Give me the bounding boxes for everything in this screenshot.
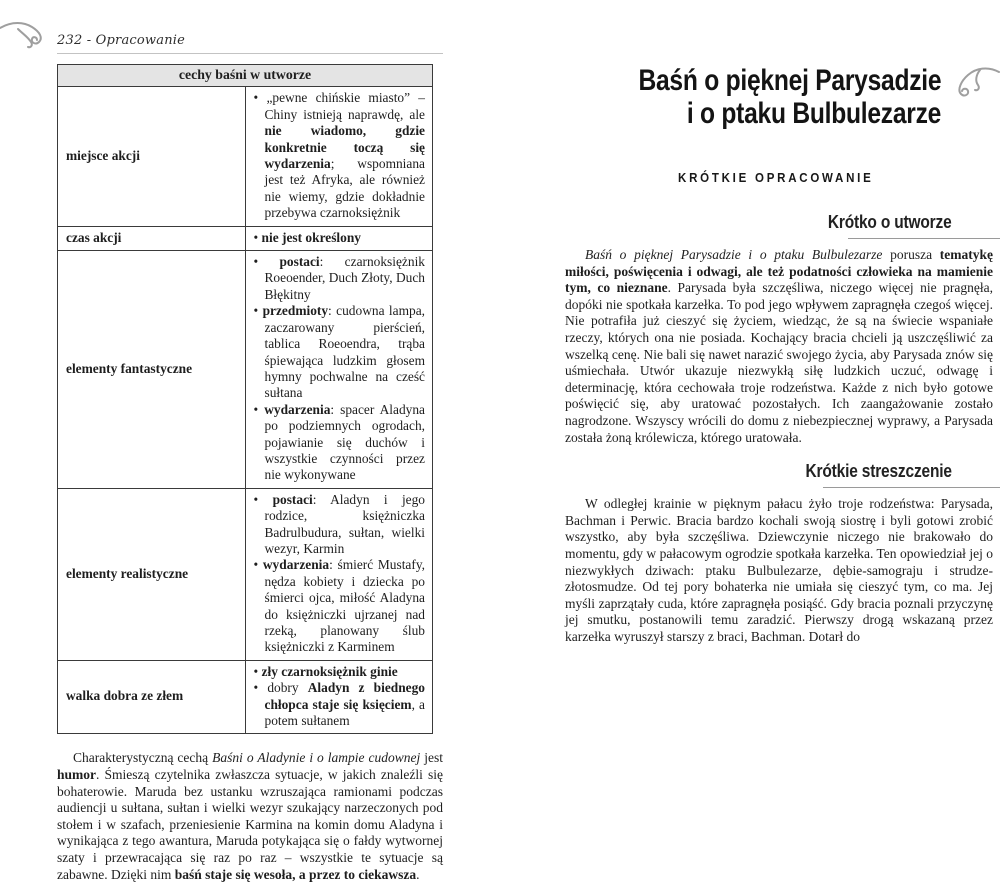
row-label: elementy fantastyczne — [58, 251, 246, 489]
row-label: czas akcji — [58, 226, 246, 250]
row-label: miejsce akcji — [58, 87, 246, 226]
row-value — [245, 660, 433, 734]
feature-item: • „pewne chińskie miasto” – Chiny istnieją naprawdę, ale nie wiadomo, gdzie konkretnie toczą się wydarzenia; wspomniana jest też Afryka, ale również nie wiemy, gdzie dokładnie przebywa czarnoksiężnik — [254, 90, 426, 221]
row-value — [245, 226, 433, 250]
row-label: walka dobra ze złem — [58, 660, 246, 734]
commentary-paragraph: Charakterystyczną cechą Baśni o Aladynie i o lampie cudownej jest humor. Śmieszą czytelnika zwłaszcza sytuacje, w jakich znaleźli się bohaterowie. Maruda bez ustanku wzruszająca ramionami podczas audiencji u sułtana, sułtan i wielki wezyr szukający narzeczonych pod stołem i w szafach, przeniesienie Karmina na komin domu Aladyna i wynikająca z tego awantura, Maruda potykająca się o fałdy wytwornej szaty i przewracająca się raz po raz – wszystkie te sytuacje są zabawne. Dzięki nim baśń staje się wesoła, a przez to ciekawsza. — [57, 750, 443, 882]
section-heading-rule — [848, 238, 1000, 239]
features-table — [57, 64, 433, 734]
feature-item: • przedmioty: cudowna lampa, zaczarowany pierścień, tablica Roeoendra, trąba śpiewająca ludzkim głosem hymny pochwalne na cześć sułtana — [254, 303, 426, 401]
feature-item: • wydarzenia: spacer Aladyna po podziemnych ogrodach, pojawianie się duchów i wszystkie czynności przez nie wykonywane — [254, 402, 426, 484]
feature-item: • wydarzenia: śmierć Mustafy, nędza kobiety i dziecka po śmierci ojca, miłość Aladyna do księżniczki ujrzanej nad rzeką, planowany ślub księżniczki z Karminem — [254, 557, 426, 655]
chapter-title — [565, 64, 941, 130]
section-heading-krotko-o-utworze: Krótko o utworze — [565, 212, 993, 239]
page-left — [57, 0, 443, 883]
table-row — [58, 226, 433, 250]
running-head: 232 - Opracowanie — [57, 33, 186, 48]
table-row — [58, 660, 433, 734]
row-value — [245, 87, 433, 226]
feature-item: • dobry Aladyn z biednego chłopca staje się księciem, a potem sułtanem — [254, 680, 426, 729]
chapter-title-line1: Baśń o pięknej Parysadzie — [638, 64, 941, 97]
row-label: elementy realistyczne — [58, 488, 246, 660]
table-header-row — [58, 65, 433, 87]
kicker-heading: KRÓTKIE OPRACOWANIE — [678, 171, 874, 185]
section-paragraph: W odległej krainie w pięknym pałacu żyło troje rodzeństwa: Parysada, Bachman i Perwic. Bracia bardzo kochali swoją siostrę i byli gotowi zrobić wszystko, aby była szczęśliwa. Dziewczynie niczego nie brakowało do momentu, gdy w pałacowym ogrodzie spotkała karzełka. Ten opowiedział jej o niezwykłych dziwach: ptaku Bulbulezarze, dębie-samograju i strudze-złotosmudze. Od tej pory bohaterka nie umiała się cieszyć tym, co ma. Jej myśli zaprzątały cuda, które zapragnęła posiąść. Gdy bracia poznali przyczynę jej smutku, postanowili temu zaradzić. Pierwszy drogą wskazaną przez karzełka wyruszył starszy z braci, Bachman. Dotarł do — [565, 496, 993, 644]
section-heading-rule — [823, 487, 1000, 488]
feature-item: • postaci: czarnoksiężnik Roeoender, Duch Złoty, Duch Błękitny — [254, 254, 426, 303]
table-row — [58, 488, 433, 660]
feature-item: • postaci: Aladyn i jego rodzice, księżniczka Badrulbudura, sułtan, wielki wezyr, Karmin — [254, 492, 426, 558]
running-head-rule — [57, 53, 443, 54]
section-paragraph: Baśń o pięknej Parysadzie i o ptaku Bulbulezarze porusza tematykę miłości, poświęcenia i odwagi, ale też podatności człowieka na mamienie tym, co nieznane. Parysada była szczęśliwa, niczego więcej nie pragnęła, dopóki nie spotkała karzełka. To pod jego wpływem zapragnęła czegoś więcej. Nie potrafiła już cieszyć się życiem, wiedząc, że są na świecie wspaniałe rzeczy, których ona nie posiada. Kochający bracia chcieli ją uszczęśliwić za wszelką cenę. Nie bali się nawet narazić swojego życia, aby Parysada znów się uśmiechała. Utwór ukazuje niezwykłą siłę ludzkich uczuć, odwagę i determinację, która cechowała troje rodzeństwa. Każde z nich było gotowe poświęcić się, aby uratować pozostałych. Ich zaangażowanie zostało nagrodzone. Wszyscy wrócili do domu z niebezpiecznej wyprawy, a Parysada została żoną królewicza, którego uratowała. — [565, 247, 993, 445]
row-value — [245, 251, 433, 489]
section-heading-krotkie-streszczenie: Krótkie streszczenie — [565, 461, 993, 488]
page-right — [565, 0, 993, 645]
table-row — [58, 87, 433, 226]
chapter-title-line2: i o ptaku Bulbulezarze — [686, 97, 941, 130]
table-title: cechy baśni w utworze — [58, 65, 433, 87]
row-value — [245, 488, 433, 660]
table-row — [58, 251, 433, 489]
flourish-ornament-left — [0, 15, 54, 49]
feature-item: • zły czarnoksiężnik ginie — [254, 664, 426, 680]
feature-item: • nie jest określony — [254, 230, 426, 246]
